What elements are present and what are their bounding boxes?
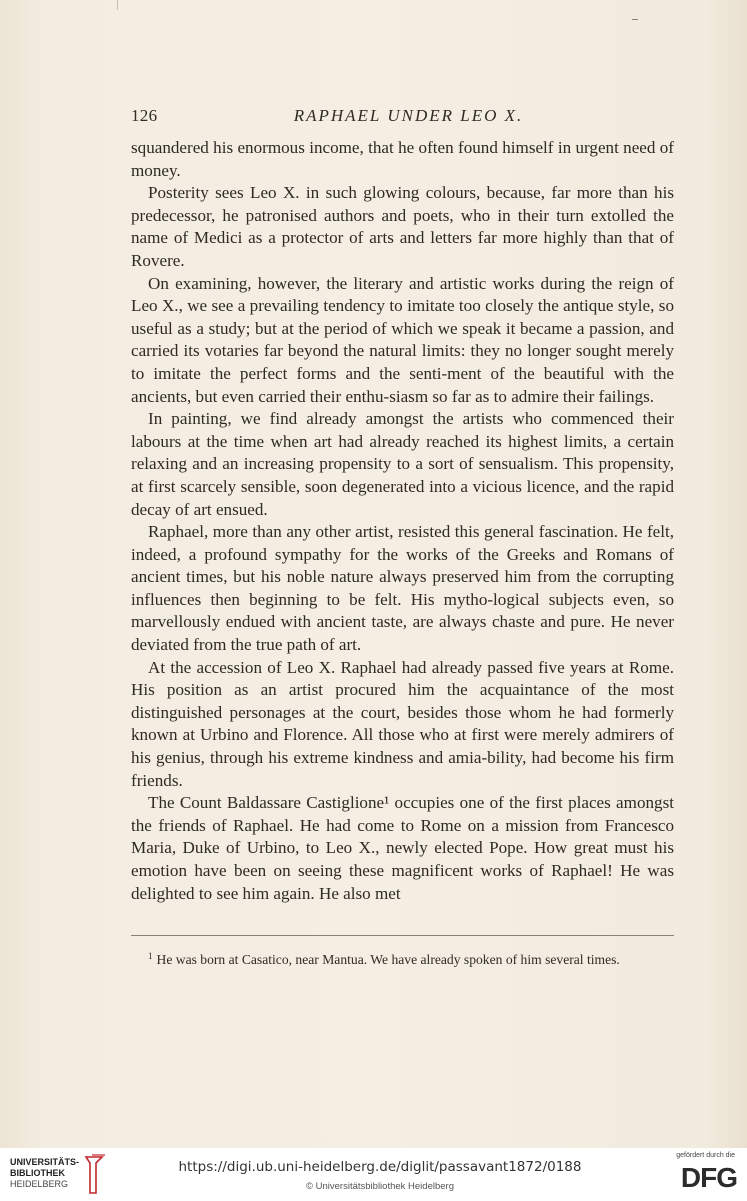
footnote <box>131 947 674 969</box>
scan-dash-mark <box>632 19 638 20</box>
page-header <box>131 106 674 130</box>
scan-edge-mark <box>117 0 118 10</box>
library-name-line1: UNIVERSITÄTS- <box>10 1157 80 1167</box>
copyright-notice: © Universitätsbibliothek Heidelberg <box>306 1181 454 1192</box>
paragraph: At the accession of Leo X. Raphael had already passed five years at Rome. His position as an artist procured him the acquaintance of the most distinguished personages at the court, besides those whom he had formerly known at Urbino and Florence. All those who at first were merely admirers of his genius, through his extreme kindness and amia-bility, had become his firm friends. <box>131 657 674 790</box>
paragraph: In painting, we find already amongst the artists who commenced their labours at the time when art had already reached its highest limits, a certain relaxing and an increasing propensity to a sort of sensualism. This propensity, at first scarcely sensible, soon degenerated into a vicious licence, and the rapid decay of art ensued. <box>131 409 674 519</box>
page-number: 126 <box>131 106 158 125</box>
library-name <box>10 1157 79 1190</box>
dfg-caption: gefördert durch die <box>676 1152 735 1159</box>
running-title: RAPHAEL UNDER LEO X. <box>293 106 524 125</box>
paragraph: Posterity sees Leo X. in such glowing colours, because, far more than his predecessor, he patronised authors and poets, who in their turn extolled the name of Medici as a protector of arts and letters far more highly than that of Rovere. <box>131 183 674 270</box>
library-name-line3: HEIDELBERG <box>10 1179 69 1189</box>
footnote-rule <box>131 935 674 936</box>
paragraph: Raphael, more than any other artist, resisted this general fascination. He felt, indeed, a profound sympathy for the works of the Greeks and Romans of ancient times, but his noble nature always preserved him from the corrupting influences then beginning to be felt. His mytho-logical subjects even, so marvellously endued with ancient taste, are always chaste and pure. He never deviated from the true path of art. <box>131 522 674 655</box>
paragraph: The Count Baldassare Castiglione¹ occupies one of the first places amongst the friends of Raphael. He had come to Rome on a mission from Francesco Maria, Duke of Urbino, to Leo X., newly elected Pope. How great must his emotion have been on seeing these magnificent works of Raphael! He was delighted to see him again. He also met <box>131 793 674 903</box>
library-name-line2: BIBLIOTHEK <box>10 1168 65 1178</box>
body-text <box>131 137 674 905</box>
paragraph: On examining, however, the literary and artistic works during the reign of Leo X., we see a prevailing tendency to imitate too closely the antique style, so useful as a study; but at the period of which we speak it became a passion, and carried its votaries far beyond the natural limits: they no longer sought merely to imitate the perfect forms and the senti-ment of the beautiful with the ancients, but even carried their enthu-siasm so far as to admire their failings. <box>131 273 674 406</box>
permalink-url[interactable]: https://digi.ub.uni-heidelberg.de/diglit/passavant1872/0188 <box>178 1159 582 1175</box>
footnote-text: He was born at Casatico, near Mantua. We have already spoken of him several times. <box>156 952 620 967</box>
footnote-marker: 1 <box>148 951 153 961</box>
paragraph: squandered his enormous income, that he often found himself in urgent need of money. <box>131 138 674 180</box>
dfg-logo: DFG <box>680 1162 737 1193</box>
